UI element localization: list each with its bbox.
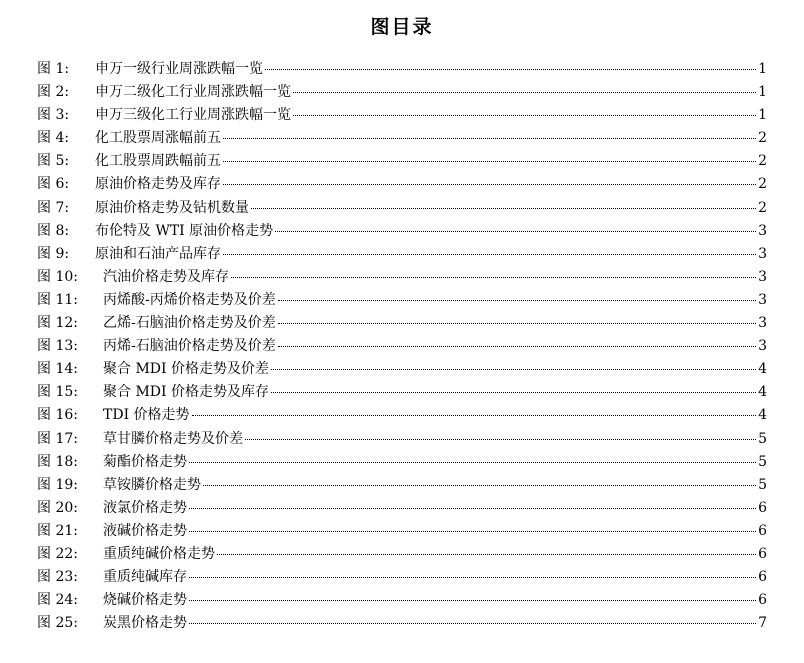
- dot-leader: [189, 508, 756, 509]
- dot-leader: [223, 184, 756, 185]
- dot-leader: [231, 277, 756, 278]
- toc-entry-title: 化工股票周涨幅前五: [95, 130, 221, 147]
- toc-entry[interactable]: [37, 335, 767, 358]
- toc-entry-page-number: 3: [758, 268, 767, 285]
- toc-entry-page-number: 6: [758, 569, 767, 586]
- toc-entry-page-number: 7: [758, 615, 767, 632]
- toc-entry-page-number: 2: [758, 176, 767, 193]
- toc-entry-title: 聚合 MDI 价格走势及库存: [103, 384, 269, 401]
- toc-entry-label: 图 20:: [37, 499, 78, 516]
- toc-entry[interactable]: [37, 220, 767, 243]
- dot-leader: [265, 69, 756, 70]
- toc-entry[interactable]: [37, 104, 767, 127]
- toc-entry[interactable]: [37, 543, 767, 566]
- dot-leader: [275, 231, 756, 232]
- toc-entry-label: 图 12:: [37, 315, 78, 332]
- dot-leader: [278, 323, 756, 324]
- toc-entry[interactable]: [37, 266, 767, 289]
- dot-leader: [192, 415, 757, 416]
- toc-entry-label: 图 18:: [37, 453, 78, 470]
- toc-entry[interactable]: [37, 197, 767, 220]
- toc-entry[interactable]: [37, 566, 767, 589]
- toc-entry[interactable]: [37, 150, 767, 173]
- toc-entry-page-number: 5: [758, 453, 767, 470]
- toc-entry-page-number: 1: [758, 61, 767, 77]
- toc-entry-title: 液碱价格走势: [103, 522, 187, 539]
- toc-entry-title: 液氯价格走势: [103, 499, 187, 516]
- toc-entry-page-number: 4: [758, 384, 767, 401]
- toc-entry-label: 图 15:: [37, 384, 78, 401]
- toc-entry-label: 图 4:: [37, 130, 70, 147]
- toc-entry[interactable]: [37, 58, 767, 81]
- toc-entry-label: 图 24:: [37, 592, 78, 609]
- dot-leader: [189, 623, 756, 624]
- toc-entry-page-number: 5: [758, 476, 767, 493]
- toc-entry-page-number: 3: [758, 245, 767, 262]
- toc-entry-label: 图 8:: [37, 222, 70, 239]
- dot-leader: [189, 531, 756, 532]
- toc-entry-title: 乙烯-石脑油价格走势及价差: [103, 315, 276, 332]
- toc-entry-label: 图 11:: [37, 291, 78, 308]
- dot-leader: [189, 600, 756, 601]
- toc-entry[interactable]: [37, 127, 767, 150]
- dot-leader: [223, 161, 756, 162]
- toc-entry-title: TDI 价格走势: [103, 407, 190, 424]
- toc-entry-title: 原油价格走势及库存: [95, 176, 221, 193]
- dot-leader: [293, 92, 756, 93]
- toc-entry-label: 图 25:: [37, 615, 78, 632]
- toc-entry-page-number: 4: [758, 407, 767, 424]
- toc-entry-label: 图 5:: [37, 153, 70, 170]
- dot-leader: [217, 554, 756, 555]
- toc-entry-page-number: 3: [758, 338, 767, 355]
- toc-entry[interactable]: [37, 428, 767, 451]
- toc-entry-title: 聚合 MDI 价格走势及价差: [103, 361, 269, 378]
- toc-entry-title: 炭黑价格走势: [103, 615, 187, 632]
- toc-entry-title: 申万二级化工行业周涨跌幅一览: [95, 84, 291, 101]
- toc-entry-page-number: 5: [758, 430, 767, 447]
- toc-entry-label: 图 10:: [37, 268, 78, 285]
- toc-entry[interactable]: [37, 404, 767, 427]
- dot-leader: [251, 208, 756, 209]
- dot-leader: [203, 485, 756, 486]
- toc-entry-label: 图 13:: [37, 338, 78, 355]
- toc-entry[interactable]: [37, 474, 767, 497]
- dot-leader: [223, 138, 756, 139]
- toc-entry-title: 草甘膦价格走势及价差: [103, 430, 243, 447]
- dot-leader: [278, 300, 756, 301]
- toc-entry-title: 丙烯-石脑油价格走势及价差: [103, 338, 276, 355]
- toc-entry[interactable]: [37, 358, 767, 381]
- toc-entry-page-number: 2: [758, 130, 767, 147]
- toc-entry[interactable]: [37, 612, 767, 635]
- toc-entry-label: 图 2:: [37, 84, 70, 101]
- toc-entry-title: 申万一级行业周涨跌幅一览: [95, 61, 263, 77]
- toc-entry-title: 菊酯价格走势: [103, 453, 187, 470]
- toc-entry-title: 原油和石油产品库存: [95, 245, 221, 262]
- toc-entry-label: 图 7:: [37, 199, 70, 216]
- toc-entry-title: 重质纯碱库存: [103, 569, 187, 586]
- toc-entry-page-number: 4: [758, 361, 767, 378]
- dot-leader: [271, 392, 756, 393]
- dot-leader: [189, 577, 756, 578]
- page-title: 图目录: [370, 16, 434, 38]
- toc-entry-label: 图 1:: [37, 61, 70, 77]
- toc-entry-title: 化工股票周跌幅前五: [95, 153, 221, 170]
- dot-leader: [278, 346, 756, 347]
- toc-entry-label: 图 14:: [37, 361, 78, 378]
- toc-entry-label: 图 23:: [37, 569, 78, 586]
- toc-entry-title: 申万三级化工行业周涨跌幅一览: [95, 107, 291, 124]
- toc-entry-label: 图 22:: [37, 545, 78, 562]
- toc-entry-label: 图 21:: [37, 522, 78, 539]
- toc-entry-page-number: 2: [758, 153, 767, 170]
- toc-entry-page-number: 6: [758, 522, 767, 539]
- toc-entry-page-number: 6: [758, 592, 767, 609]
- toc-entry-page-number: 6: [758, 499, 767, 516]
- toc-entry[interactable]: [37, 173, 767, 196]
- toc-entry-label: 图 19:: [37, 476, 78, 493]
- toc-entry-page-number: 2: [758, 199, 767, 216]
- toc-entry-label: 图 16:: [37, 407, 78, 424]
- toc-entry-page-number: 1: [758, 84, 767, 101]
- toc-entry-label: 图 17:: [37, 430, 78, 447]
- toc-entry-label: 图 9:: [37, 245, 70, 262]
- toc-entry[interactable]: [37, 520, 767, 543]
- toc-entry-title: 汽油价格走势及库存: [103, 268, 229, 285]
- dot-leader: [189, 462, 756, 463]
- toc-entry-page-number: 3: [758, 291, 767, 308]
- toc-entry-page-number: 3: [758, 315, 767, 332]
- dot-leader: [245, 439, 756, 440]
- toc-entry-title: 布伦特及 WTI 原油价格走势: [95, 222, 274, 239]
- toc-entry-page-number: 6: [758, 545, 767, 562]
- toc-entry[interactable]: [37, 81, 767, 104]
- toc-entry[interactable]: [37, 589, 767, 612]
- dot-leader: [293, 115, 756, 116]
- toc-entry-title: 草铵膦价格走势: [103, 476, 201, 493]
- dot-leader: [223, 254, 756, 255]
- toc-entry-label: 图 3:: [37, 107, 70, 124]
- toc-entry-page-number: 1: [758, 107, 767, 124]
- toc-entry[interactable]: [37, 312, 767, 335]
- toc-entry[interactable]: [37, 243, 767, 266]
- figure-toc-list: [37, 58, 767, 635]
- toc-entry-title: 烧碱价格走势: [103, 592, 187, 609]
- toc-entry[interactable]: [37, 289, 767, 312]
- toc-entry[interactable]: [37, 451, 767, 474]
- toc-entry[interactable]: [37, 381, 767, 404]
- dot-leader: [271, 369, 756, 370]
- toc-entry-title: 重质纯碱价格走势: [103, 545, 215, 562]
- toc-entry-label: 图 6:: [37, 176, 70, 193]
- toc-entry[interactable]: [37, 497, 767, 520]
- toc-entry-title: 原油价格走势及钻机数量: [95, 199, 249, 216]
- toc-entry-page-number: 3: [758, 222, 767, 239]
- toc-entry-title: 丙烯酸-丙烯价格走势及价差: [103, 291, 276, 308]
